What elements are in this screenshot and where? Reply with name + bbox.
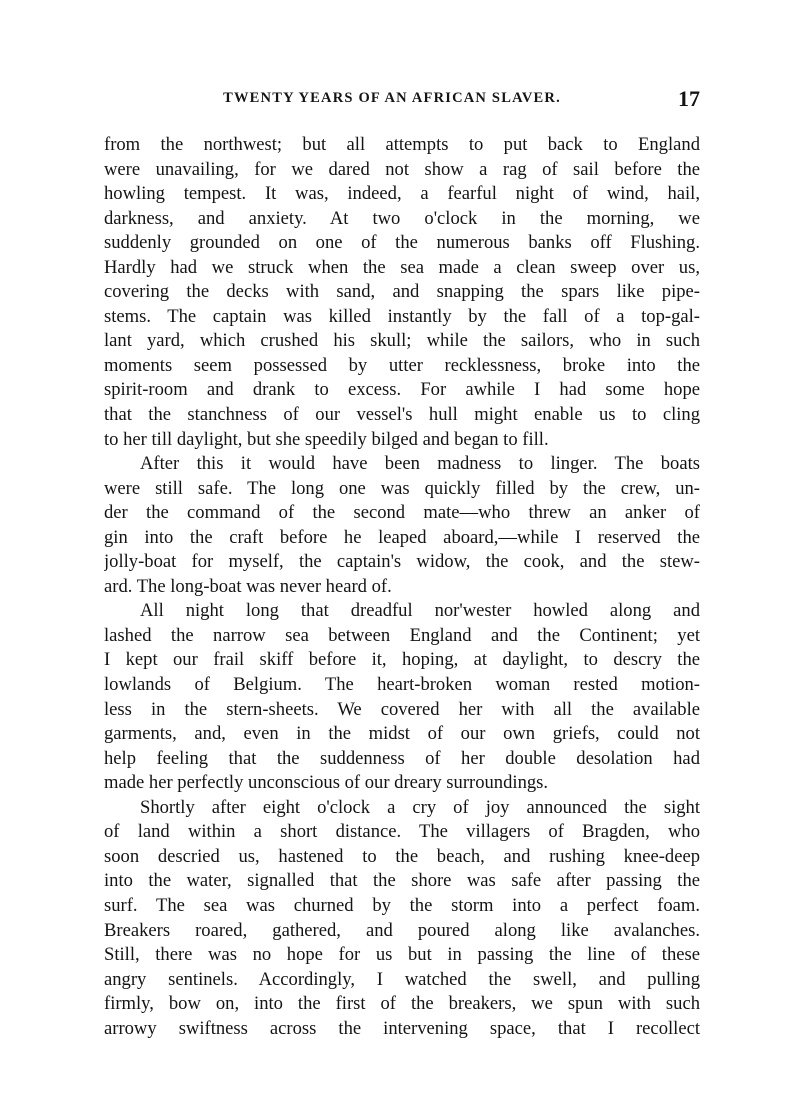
text-line: were still safe. The long one was quickly filled by the crew, un- bbox=[104, 477, 700, 499]
text-line: spirit-room and drank to excess. For awhile I had some hope bbox=[104, 379, 700, 401]
text-line: stems. The captain was killed instantly by the fall of a top-gal- bbox=[104, 305, 700, 327]
body-text bbox=[104, 133, 700, 1041]
text-line: soon descried us, hastened to the beach, and rushing knee-deep bbox=[104, 845, 700, 867]
text-line: jolly-boat for myself, the captain's widow, the cook, and the stew- bbox=[104, 551, 700, 573]
text-line: lant yard, which crushed his skull; while the sailors, who in such bbox=[104, 330, 700, 352]
text-line: suddenly grounded on one of the numerous banks off Flushing. bbox=[104, 232, 700, 254]
text-line: Shortly after eight o'clock a cry of joy announced the sight bbox=[140, 796, 700, 818]
text-line: gin into the craft before he leaped aboard,—while I reserved the bbox=[104, 526, 700, 548]
text-line: firmly, bow on, into the first of the breakers, we spun with such bbox=[104, 993, 700, 1015]
text-line: ard. The long-boat was never heard of. bbox=[104, 575, 392, 597]
running-title: TWENTY YEARS OF AN AFRICAN SLAVER. bbox=[223, 90, 561, 106]
text-line: Breakers roared, gathered, and poured along like avalanches. bbox=[104, 919, 700, 941]
text-line: to her till daylight, but she speedily bilged and began to fill. bbox=[104, 428, 549, 450]
text-line: howling tempest. It was, indeed, a fearful night of wind, hail, bbox=[104, 183, 700, 205]
text-line: All night long that dreadful nor'wester howled along and bbox=[140, 600, 700, 622]
text-line: Hardly had we struck when the sea made a clean sweep over us, bbox=[104, 256, 700, 278]
text-line: help feeling that the suddenness of her double desolation had bbox=[104, 747, 700, 769]
text-line: der the command of the second mate—who threw an anker of bbox=[104, 502, 700, 524]
text-line: angry sentinels. Accordingly, I watched the swell, and pulling bbox=[104, 968, 700, 990]
text-line: lowlands of Belgium. The heart-broken woman rested motion- bbox=[104, 674, 700, 696]
text-line: into the water, signalled that the shore was safe after passing the bbox=[104, 870, 700, 892]
text-line: surf. The sea was churned by the storm into a perfect foam. bbox=[104, 894, 700, 916]
text-line: Still, there was no hope for us but in passing the line of these bbox=[104, 944, 700, 966]
text-line: garments, and, even in the midst of our own griefs, could not bbox=[104, 723, 700, 745]
text-line: were unavailing, for we dared not show a rag of sail before the bbox=[104, 158, 700, 180]
page-number: 17 bbox=[678, 86, 700, 111]
text-line: After this it would have been madness to linger. The boats bbox=[140, 453, 700, 475]
text-line: from the northwest; but all attempts to put back to England bbox=[104, 134, 700, 155]
text-line: I kept our frail skiff before it, hoping, at daylight, to descry the bbox=[104, 649, 700, 671]
text-line: darkness, and anxiety. At two o'clock in the morning, we bbox=[104, 207, 700, 229]
text-line: less in the stern-sheets. We covered her with all the available bbox=[104, 698, 700, 720]
text-line: arrowy swiftness across the intervening space, that I recollect bbox=[104, 1017, 700, 1039]
text-line: that the stanchness of our vessel's hull might enable us to cling bbox=[104, 404, 700, 426]
text-line: made her perfectly unconscious of our dreary surroundings. bbox=[104, 772, 549, 794]
text-line: moments seem possessed by utter recklessness, broke into the bbox=[104, 354, 700, 376]
running-head bbox=[104, 86, 700, 118]
text-line: covering the decks with sand, and snapping the spars like pipe- bbox=[104, 281, 700, 303]
text-line: lashed the narrow sea between England and the Continent; yet bbox=[104, 624, 700, 646]
text-line: of land within a short distance. The villagers of Bragden, who bbox=[104, 821, 700, 843]
